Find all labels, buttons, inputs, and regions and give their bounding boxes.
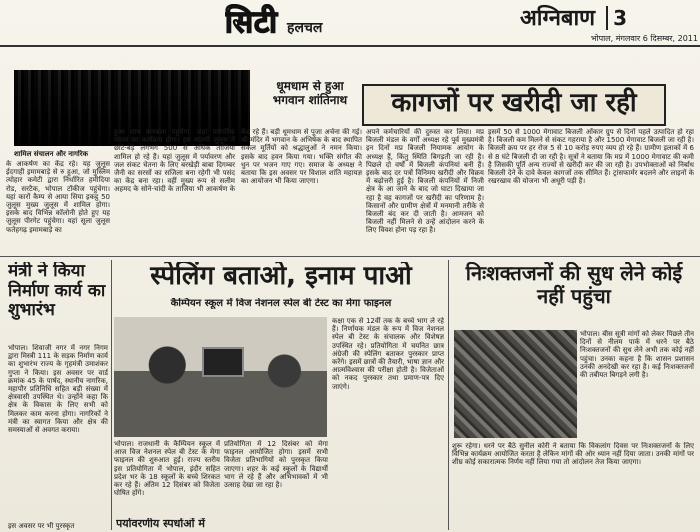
spelling-subhead: कैम्पियन स्कूल में विज नेशनल स्पेल बी टेस्ट का मेगा फाइनल: [170, 298, 392, 309]
crowd-photo-caption: शामिल संचालन और नागरिक: [14, 150, 88, 158]
protest-photo: [454, 330, 577, 438]
paper-masthead: [520, 2, 698, 32]
spelling-caption: भोपाल। राजधानी के कैम्पियन स्कूल में आज विज नेशनल स्पेल बी टेस्ट के मेगा फाइनल की शुरुआत हुई। राज्य स्तरीय इस प्रतियोगिता में भोपाल, इंदौर सहित प्रदेश भर के 18 स्कूलों के बच्चे शिरकत कर रहे हैं। अंतिम 12 दिसंबर को विजेता घोषित होंगे।: [114, 440, 220, 498]
page-number: 3: [606, 6, 627, 30]
divider: [111, 260, 112, 530]
nishakt-body-bottom: शुरू रहेगा। धरने पर बैठे सुनील कोरी ने बताया कि विकलांग दिवस पर निःशक्तजनों के लिए विभिन्न कार्यक्रम आयोजित करता है लेकिन मांगों की ओर ध्यान नहीं दिया जाता। उनकी मांगों पर शीघ्र कोई सकारात्मक निर्णय नहीं लिया गया तो आंदोलन तेज किया जाएगा।: [452, 442, 694, 467]
spelling-headline: स्पेलिंग बताओ, इनाम पाओ: [150, 262, 412, 291]
nishakt-body: भोपाल। बीस सूत्री मांगों को लेकर पिछले तीन दिनों से नीलम पार्क में धरने पर बैठे निःशक्तजनों की सुध लेने अभी तक कोई नहीं पहुंचा। उनका कहना है कि शासन प्रशासन उनकी अनदेखी कर रहा है। कई निःशक्तजनों की तबीयत बिगड़ने लगी है।: [580, 330, 694, 380]
spelling-body-col1: कक्षा एक से 12वीं तक के बच्चे भाग ले रहे हैं। निर्णायक मंडल के रूप में विज नेशनल स्पेल बी टेस्ट के संचालक और विशेषज्ञ उपस्थित रहे। प्रतियोगिता में चयनित छात्र अंग्रेजी की स्पेलिंग बताकर पुरस्कार प्राप्त करेंगे। इसमें छात्रों की तैयारी, भाषा ज्ञान और आत्मविश्वास की परीक्षा होती है। विजेताओं को नकद पुरस्कार तथा प्रमाण-पत्र दिए जाएंगे।: [332, 317, 444, 391]
section-masthead: [225, 4, 415, 44]
section-title: सिटी: [225, 5, 278, 40]
students-laptop-photo: [114, 317, 327, 437]
bhagwan-headline: धूमधाम से हुआ भगवान शांतिनाथ: [272, 80, 348, 107]
kagaz-headline: कागजों पर खरीदी जा रही: [362, 84, 666, 126]
divider: [448, 260, 449, 530]
bottom-headline: पर्यावरणीय स्पर्धाओं में: [116, 518, 205, 530]
divider: [0, 256, 700, 257]
dateline: भोपाल, मंगलवार 6 दिसम्बर, 2011: [590, 34, 698, 43]
bottom-intro: इस अवसर पर भी पुरस्कृत: [8, 522, 75, 530]
kagaz-body-col2: इसमें 50 से 1000 मेगावाट बिजली ओंकार ग्रुप से दिनों पहले उत्पादित हो रहा है। बिजली कम मिलने से संकट गहराया है और 1500 मेगावाट बिजली जा रही है। बिजली क्रय पर हर रोज 5 से 10 करोड़ रुपए व्यय हो रहे हैं। ग्रामीण इलाकों में 6 से 8 घंटे बिजली दी जा रही है। सूत्रों ने बताया कि मप्र में 1000 मेगावाट की कमी है जिसकी पूर्ति अन्य राज्यों से खरीदी कर की जा रही है। उपभोक्ताओं को निर्बाध बिजली देने के दावे केवल कागजों तक सीमित हैं। ट्रांसफार्मर बदलने और लाइनों के रखरखाव की योजना भी अधूरी पड़ी है।: [488, 128, 694, 186]
kagaz-body-col1: अपने कर्मचारियों की दुरुस्त कर लिया। मप्र बिजली मंडल के वर्गों अध्यक्ष रहे पूर्व मुख्यमंत्री इन दिनों मप्र बिजली नियामक आयोग के अध्यक्ष हैं, किंतु स्थिति बिगड़ती जा रही है। पिछले दो वर्षों में बिजली कंपनियां बनी हैं। इसके बाद दर पत्रों विनिमय खरीदी और विक्रय में बढ़ोत्तरी हुई है। बिजली कंपनियों में निजी क्षेत्र के आ जाने के बाद जो घाटा दिखाया जा रहा है वह कागजों पर खरीदी का परिणाम है। किसानों और ग्रामीण क्षेत्रों में मनमानी तरीके से बिजली बंद कर दी जाती है। आमजन को बिजली नहीं मिलने से उन्हें आंदोलन करने के लिए विवश होना पड़ रहा है।: [366, 128, 484, 235]
paper-name: अग्निबाण: [520, 5, 596, 31]
nishakt-headline: निःशक्तजनों की सुध लेने कोई नहीं पहुंचा: [465, 262, 683, 308]
laptop-icon: [202, 347, 244, 377]
mantri-body: भोपाल। शिवाजी नगर में नगर निगम द्वारा मिस्त्री 111 के सड़क निर्माण कार्य का शुभारंभ राज्य के गृहमंत्री उमाशंकर गुप्ता ने किया। इस अवसर पर वार्ड क्रमांक 45 के पार्षद, स्थानीय नागरिक, महापौर प्रतिनिधि सहित बड़ी संख्या में क्षेत्रवासी उपस्थित थे। उन्होंने कहा कि क्षेत्र के विकास के लिए सभी को मिलकर काम करना होगा। नागरिकों ने मंत्री का स्वागत किया और क्षेत्र की समस्याओं से अवगत कराया।: [8, 344, 108, 435]
masthead-rule: [0, 45, 700, 47]
story-top-left-body: के आकर्षण का केंद्र रहे। यह जुलूस ईदगाही इमामबाड़े से रु हुआ, जो मुस्लिम त्योहार कमेटी द्वारा निर्धारित हमीदिया रोड, सरटैक, भोपाल टॉकीज पहुंचेगा। यहां कारों कैम्प से आया सिया इकट्ठ 50 जुलूस मुख्य जुलूस में शामिल होगा। इसके बाद विभिन्न कॉलोनी होते हुए यह जुलूस पीरगेट पहुंचेगा। यहां सूला जुलूस फतेहगढ़ इमामबाड़े का: [6, 160, 110, 234]
section-subtitle: हलचल: [287, 20, 323, 36]
mantri-headline: मंत्री ने किया निर्माण कार्य का शुभारंभ: [8, 262, 106, 321]
bhagwan-body: हुआ शाम कारबला पहुंचेगा, जहां पारंपरिक मातम का कार्यक्रम होगा। इस मातमी जुलूस में छोटे-बड़े लगभग 500 से अधिक ताजिया शामिल हो रहे हैं। यहां जुलूस में पर्यावरण और जल संकट चेतना के लिए बरखेड़ी बाबा दिगम्बर जैनी का सरसों का सजिला बना रहेगी भी पसंद का केंद्र बना रहा। वहीं मुख्य रूप से सलीम अहमद के सोने-चांदी के ताजिया भी आकर्षण के केंद्र रहे हैं। बड़ी धूमधाम से पूजा अर्चना की गई। श्री मंदिर में भगवान के अभिषेक के बाद स्थापित सकल मूर्तियों को श्रद्धालुओं ने नमन किया। इसके बाद हवन किया गया। भक्ति संगीत की धुन पर भजन गाए गए। समाज के अध्यक्ष ने बताया कि इस अवसर पर विशाल शांति महायज्ञ का आयोजन भी किया जाएगा।: [114, 128, 362, 194]
spelling-body-col2: प्रतियोगिता में 12 दिसंबर को मेगा फाइनल आयोजित होगा। इसमें सभी विजेता प्रतिभागियों को पुरस्कृत किया जाएगा। शहर के कई स्कूलों के विद्यार्थी भाग ले रहे हैं और अभिभावकों में भी उत्साह देखा जा रहा है।: [224, 440, 328, 490]
